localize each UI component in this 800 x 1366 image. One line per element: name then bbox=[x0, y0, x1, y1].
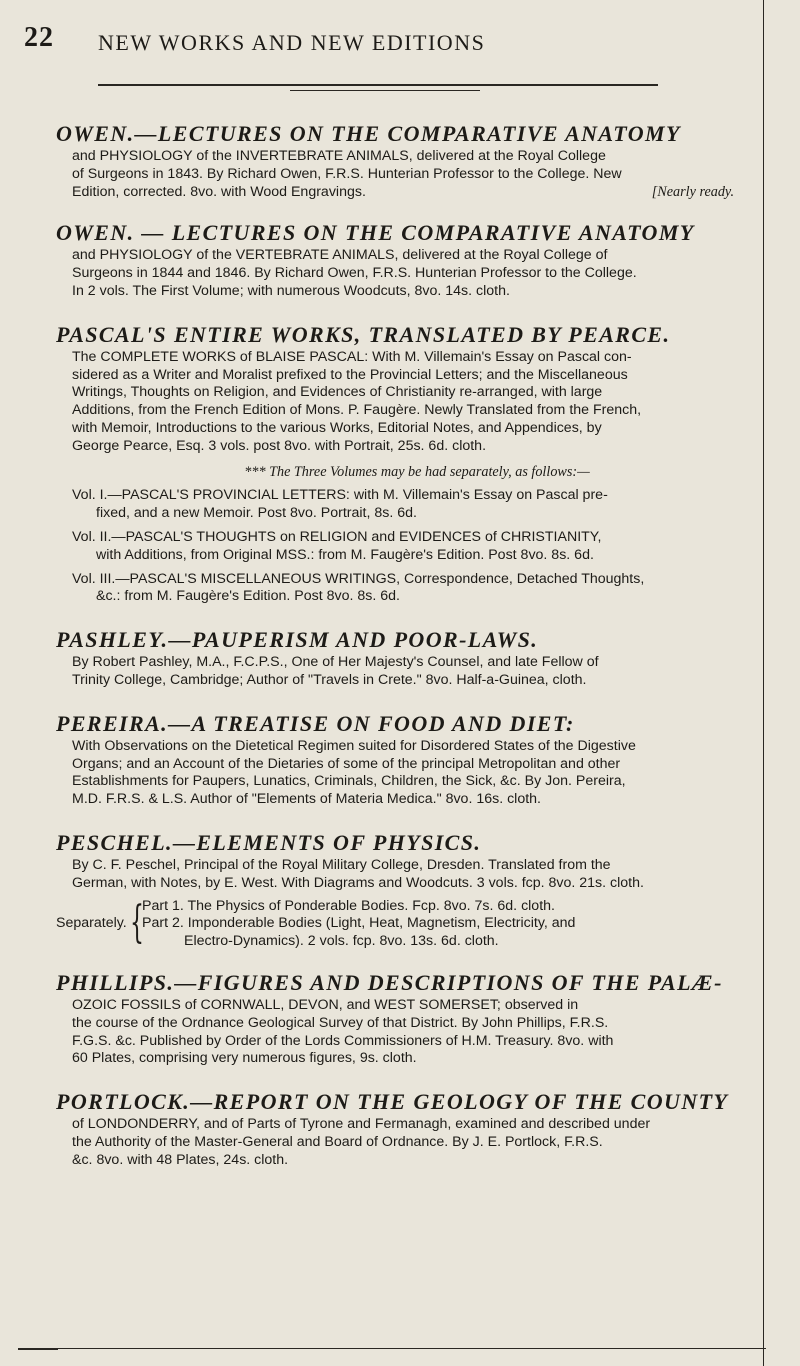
entry-line: The COMPLETE WORKS of BLAISE PASCAL: With M. Villemain's Essay on Pascal con- bbox=[72, 348, 632, 365]
part-line: Part 1. The Physics of Ponderable Bodies. Fcp. 8vo. 7s. 6d. cloth. bbox=[142, 897, 555, 914]
page-edge-line bbox=[763, 0, 764, 1366]
entry-line: George Pearce, Esq. 3 vols. post 8vo. with Portrait, 25s. 6d. cloth. bbox=[72, 437, 487, 454]
header-rule bbox=[98, 84, 658, 86]
entry-line: By C. F. Peschel, Principal of the Royal Military College, Dresden. Translated from the bbox=[72, 856, 611, 873]
entry-line: the Authority of the Master-General and Board of Ordnance. By J. E. Portlock, F.R.S. bbox=[72, 1133, 603, 1150]
catalogue-entries bbox=[56, 100, 762, 1169]
entry-status: [Nearly ready. bbox=[651, 183, 734, 200]
entry-line: with Memoir, Introductions to the various Works, Editorial Notes, and Appendices, by bbox=[72, 419, 602, 436]
volume-line: Vol. II.—PASCAL'S THOUGHTS on RELIGION and EVIDENCES of CHRISTIANITY, bbox=[72, 528, 602, 545]
entry-line: and PHYSIOLOGY of the VERTEBRATE ANIMALS, delivered at the Royal College of bbox=[72, 247, 608, 264]
entry-title: PESCHEL.—ELEMENTS OF PHYSICS. bbox=[56, 829, 482, 855]
entry-peschel bbox=[56, 829, 762, 951]
volume-line: with Additions, from Original MSS.: from M. Faugère's Edition. Post 8vo. 8s. 6d. bbox=[96, 546, 594, 563]
entry-pereira bbox=[56, 710, 762, 809]
entry-line: and PHYSIOLOGY of the INVERTEBRATE ANIMALS, delivered at the Royal College bbox=[72, 148, 606, 164]
running-title: NEW WORKS AND NEW EDITIONS bbox=[98, 30, 486, 55]
entry-line: German, with Notes, by E. West. With Diagrams and Woodcuts. 3 vols. fcp. 8vo. 21s. cloth. bbox=[72, 874, 644, 891]
separately-label: Separately. bbox=[56, 914, 127, 931]
entry-owen-vertebrate bbox=[56, 219, 762, 300]
entry-phillips bbox=[56, 969, 762, 1068]
entry-line: Organs; and an Account of the Dietaries of some of the principal Metropolitan and other bbox=[72, 755, 621, 772]
entry-line: of LONDONDERRY, and of Parts of Tyrone and Fermanagh, examined and described under bbox=[72, 1116, 651, 1133]
entry-owen-invertebrate bbox=[56, 120, 762, 201]
entry-line: By Robert Pashley, M.A., F.C.P.S., One of Her Majesty's Counsel, and late Fellow of bbox=[72, 654, 599, 671]
volume-line: Vol. I.—PASCAL'S PROVINCIAL LETTERS: with M. Villemain's Essay on Pascal pre- bbox=[72, 487, 608, 504]
footer-tick bbox=[18, 1348, 58, 1350]
entry-title: OWEN.—LECTURES ON THE COMPARATIVE ANATOMY bbox=[56, 121, 681, 146]
entry-title: PEREIRA.—A TREATISE ON FOOD AND DIET: bbox=[56, 710, 575, 736]
volume-line: fixed, and a new Memoir. Post 8vo. Portrait, 8s. 6d. bbox=[96, 505, 417, 522]
footer-rule bbox=[56, 1348, 766, 1349]
entry-note: *** The Three Volumes may be had separately, as follows:— bbox=[244, 463, 590, 480]
entry-line: OZOIC FOSSILS of CORNWALL, DEVON, and WEST SOMERSET; observed in bbox=[72, 996, 579, 1013]
separately-lines bbox=[142, 898, 762, 951]
volume-line: &c.: from M. Faugère's Edition. Post 8vo. 8s. 6d. bbox=[96, 588, 400, 605]
entry-title: PHILLIPS.—FIGURES AND DESCRIPTIONS OF THE PALÆ- bbox=[56, 969, 723, 995]
entry-line: Additions, from the French Edition of Mons. P. Faugère. Newly Translated from the French, bbox=[72, 402, 642, 419]
entry-line: M.D. F.R.S. & L.S. Author of "Elements of Materia Medica." 8vo. 16s. cloth. bbox=[72, 791, 541, 808]
entry-line: In 2 vols. The First Volume; with numerous Woodcuts, 8vo. 14s. cloth. bbox=[72, 282, 510, 299]
entry-portlock bbox=[56, 1088, 762, 1169]
page-number: 22 bbox=[24, 22, 54, 53]
entry-line: sidered as a Writer and Moralist prefixed to the Provincial Letters; and the Miscellaneous bbox=[72, 366, 628, 383]
entry-line: of Surgeons in 1843. By Richard Owen, F.R.S. Hunterian Professor to the College. New bbox=[72, 165, 622, 182]
brace-icon: { bbox=[130, 896, 144, 948]
entry-line: &c. 8vo. with 48 Plates, 24s. cloth. bbox=[72, 1151, 289, 1168]
entry-line-text: Edition, corrected. 8vo. with Wood Engravings. bbox=[72, 183, 366, 200]
entry-title: OWEN. — LECTURES ON THE COMPARATIVE ANATOMY bbox=[56, 220, 695, 246]
entry-line: F.G.S. &c. Published by Order of the Lords Commissioners of H.M. Treasury. 8vo. with bbox=[72, 1032, 614, 1049]
entry-line bbox=[56, 184, 762, 202]
header-rule-short bbox=[290, 90, 480, 91]
entry-title: PASHLEY.—PAUPERISM AND POOR-LAWS. bbox=[56, 627, 539, 653]
part-line: Part 2. Imponderable Bodies (Light, Heat, Magnetism, Electricity, and bbox=[142, 915, 576, 932]
separately-block bbox=[56, 898, 762, 951]
volume-line: Vol. III.—PASCAL'S MISCELLANEOUS WRITINGS, Correspondence, Detached Thoughts, bbox=[72, 570, 645, 587]
entry-line: Trinity College, Cambridge; Author of "Travels in Crete." 8vo. Half-a-Guinea, cloth. bbox=[72, 671, 587, 688]
entry-title: PORTLOCK.—REPORT ON THE GEOLOGY OF THE COUNTY bbox=[56, 1089, 729, 1115]
entry-pashley bbox=[56, 626, 762, 690]
entry-line: 60 Plates, comprising very numerous figures, 9s. cloth. bbox=[72, 1050, 417, 1067]
entry-line: Establishments for Paupers, Lunatics, Criminals, Children, the Sick, &c. By Jon. Pereira, bbox=[72, 773, 626, 790]
entry-line: Writings, Thoughts on Religion, and Evidences of Christianity re-arranged, with large bbox=[72, 384, 603, 401]
entry-line: With Observations on the Dietetical Regimen suited for Disordered States of the Digestive bbox=[72, 737, 636, 754]
entry-title: PASCAL'S ENTIRE WORKS, TRANSLATED BY PEARCE. bbox=[56, 321, 671, 347]
entry-line: Surgeons in 1844 and 1846. By Richard Owen, F.R.S. Hunterian Professor to the College. bbox=[72, 265, 637, 282]
entry-pascal bbox=[56, 321, 762, 606]
part-line: Electro-Dynamics). 2 vols. fcp. 8vo. 13s. 6d. cloth. bbox=[184, 933, 499, 950]
entry-line: the course of the Ordnance Geological Survey of that District. By John Phillips, F.R.S. bbox=[72, 1014, 609, 1031]
